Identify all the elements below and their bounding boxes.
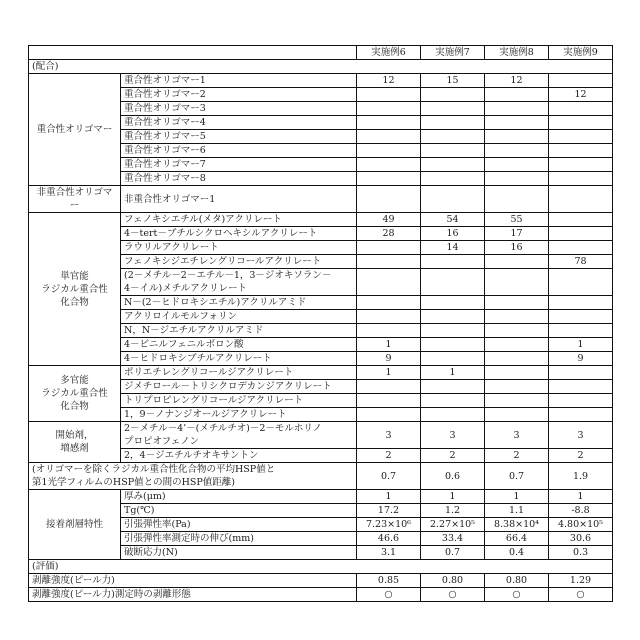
row-label: 1，9－ノナンジオールジアクリレート xyxy=(121,408,357,422)
group-label: 開始剤， 増感剤 xyxy=(29,422,121,463)
row-label: ジメチロール－トリシクロデカンジアクリレート xyxy=(121,380,357,394)
value-cell xyxy=(549,296,613,310)
row-label: 重合性オリゴマー1 xyxy=(121,74,357,88)
value-cell xyxy=(549,324,613,338)
value-cell xyxy=(421,310,485,324)
value-cell: 0.6 xyxy=(421,463,485,490)
row-label: ラウリルアクリレート xyxy=(121,241,357,255)
value-cell xyxy=(485,366,549,380)
value-cell: 1 xyxy=(357,338,421,352)
section-banner: (評価) xyxy=(29,560,613,574)
value-cell: 12 xyxy=(357,74,421,88)
value-cell xyxy=(421,144,485,158)
value-cell: 28 xyxy=(357,227,421,241)
value-cell xyxy=(357,88,421,102)
value-cell: 3 xyxy=(357,422,421,449)
wide-row xyxy=(29,574,613,588)
value-cell xyxy=(421,102,485,116)
value-cell xyxy=(357,241,421,255)
value-cell: 2 xyxy=(357,449,421,463)
table-row xyxy=(29,422,613,449)
value-cell xyxy=(357,116,421,130)
value-cell xyxy=(421,352,485,366)
row-label: 重合性オリゴマー6 xyxy=(121,144,357,158)
value-cell: 1 xyxy=(549,490,613,504)
value-cell: 9 xyxy=(549,352,613,366)
value-cell xyxy=(421,296,485,310)
column-header: 実施例9 xyxy=(549,46,613,60)
value-cell xyxy=(357,144,421,158)
row-label: 重合性オリゴマー7 xyxy=(121,158,357,172)
value-cell xyxy=(485,144,549,158)
value-cell: 1.1 xyxy=(485,504,549,518)
table-row xyxy=(29,366,613,380)
row-label: Tg(℃) xyxy=(121,504,357,518)
value-cell: ○ xyxy=(549,588,613,602)
value-cell xyxy=(485,408,549,422)
value-cell: 16 xyxy=(421,227,485,241)
value-cell xyxy=(485,172,549,186)
value-cell: ○ xyxy=(485,588,549,602)
row-label: N－(2－ヒドロキシエチル)アクリルアミド xyxy=(121,296,357,310)
value-cell: 15 xyxy=(421,74,485,88)
row-label: 4－ビニルフェニルボロン酸 xyxy=(121,338,357,352)
value-cell xyxy=(549,380,613,394)
table-row xyxy=(29,213,613,227)
row-label: アクリロイルモルフォリン xyxy=(121,310,357,324)
value-cell: 12 xyxy=(549,88,613,102)
banner-row xyxy=(29,560,613,574)
value-cell xyxy=(485,269,549,296)
value-cell xyxy=(357,380,421,394)
row-label: ポリエチレングリコールジアクリレート xyxy=(121,366,357,380)
value-cell xyxy=(549,116,613,130)
group-label: 重合性オリゴマー xyxy=(29,74,121,186)
row-label: 厚み(μm) xyxy=(121,490,357,504)
row-label: 引張弾性率測定時の伸び(mm) xyxy=(121,532,357,546)
value-cell xyxy=(357,158,421,172)
row-label-wide: 剥離強度(ピール力)測定時の剥離形態 xyxy=(29,588,357,602)
table-row xyxy=(29,74,613,88)
value-cell: 1 xyxy=(421,490,485,504)
value-cell: 0.7 xyxy=(357,463,421,490)
value-cell: 78 xyxy=(549,255,613,269)
row-label: 重合性オリゴマー8 xyxy=(121,172,357,186)
value-cell xyxy=(421,158,485,172)
value-cell xyxy=(357,186,421,213)
value-cell: 54 xyxy=(421,213,485,227)
value-cell xyxy=(485,394,549,408)
value-cell: ○ xyxy=(357,588,421,602)
value-cell xyxy=(485,102,549,116)
value-cell xyxy=(485,186,549,213)
value-cell: ○ xyxy=(421,588,485,602)
value-cell xyxy=(485,338,549,352)
value-cell xyxy=(549,144,613,158)
column-header: 実施例7 xyxy=(421,46,485,60)
value-cell xyxy=(485,324,549,338)
value-cell xyxy=(357,310,421,324)
value-cell: 33.4 xyxy=(421,532,485,546)
value-cell: 8.38×10⁴ xyxy=(485,518,549,532)
value-cell xyxy=(485,380,549,394)
value-cell xyxy=(421,116,485,130)
value-cell: 9 xyxy=(357,352,421,366)
value-cell: 1.9 xyxy=(549,463,613,490)
value-cell xyxy=(485,130,549,144)
value-cell: 14 xyxy=(421,241,485,255)
value-cell: 46.6 xyxy=(357,532,421,546)
value-cell: 1 xyxy=(357,366,421,380)
value-cell xyxy=(549,172,613,186)
wide-row xyxy=(29,588,613,602)
group-label: 単官能 ラジカル重合性 化合物 xyxy=(29,213,121,366)
value-cell xyxy=(549,74,613,88)
value-cell: 1.2 xyxy=(421,504,485,518)
row-label: 2，4－ジエチルチオキサントン xyxy=(121,449,357,463)
row-label: 非重合性オリゴマー1 xyxy=(121,186,357,213)
value-cell xyxy=(485,255,549,269)
row-label: 重合性オリゴマー5 xyxy=(121,130,357,144)
row-label-wide: 剥離強度(ピール力) xyxy=(29,574,357,588)
value-cell: 3.1 xyxy=(357,546,421,560)
column-header: 実施例6 xyxy=(357,46,421,60)
value-cell: 0.4 xyxy=(485,546,549,560)
value-cell: 7.23×10⁶ xyxy=(357,518,421,532)
value-cell: 30.6 xyxy=(549,532,613,546)
table-row xyxy=(29,186,613,213)
column-header: 実施例8 xyxy=(485,46,549,60)
section-banner: (配合) xyxy=(29,60,613,74)
value-cell xyxy=(357,269,421,296)
row-label: 2－メチル－4’－(メチルチオ)－2－モルホリノ プロピオフェノン xyxy=(121,422,357,449)
banner-row xyxy=(29,60,613,74)
header-row xyxy=(29,46,613,60)
row-label: トリプロピレングリコールジアクリレート xyxy=(121,394,357,408)
value-cell xyxy=(357,408,421,422)
value-cell xyxy=(357,255,421,269)
value-cell: 1.29 xyxy=(549,574,613,588)
value-cell: 66.4 xyxy=(485,532,549,546)
value-cell xyxy=(357,324,421,338)
value-cell xyxy=(485,158,549,172)
row-label: フェノキシジエチレングリコールアクリレート xyxy=(121,255,357,269)
value-cell xyxy=(485,296,549,310)
value-cell: 1 xyxy=(421,366,485,380)
value-cell xyxy=(549,158,613,172)
patent-table-body xyxy=(29,46,613,602)
value-cell xyxy=(485,310,549,324)
value-cell xyxy=(549,241,613,255)
row-label: フェノキシエチル(メタ)アクリレート xyxy=(121,213,357,227)
value-cell xyxy=(421,130,485,144)
value-cell: 1 xyxy=(357,490,421,504)
value-cell: 1 xyxy=(549,338,613,352)
value-cell: 49 xyxy=(357,213,421,227)
value-cell xyxy=(421,380,485,394)
row-label: 4－tert－ブチルシクロヘキシルアクリレート xyxy=(121,227,357,241)
row-label-wide: (オリゴマーを除くラジカル重合性化合物の平均HSP値と 第1光学フィルムのHSP値との間のHSP値距離) xyxy=(29,463,357,490)
row-label: 重合性オリゴマー3 xyxy=(121,102,357,116)
value-cell xyxy=(357,172,421,186)
value-cell: -8.8 xyxy=(549,504,613,518)
value-cell: 0.7 xyxy=(421,546,485,560)
value-cell xyxy=(549,130,613,144)
value-cell xyxy=(549,310,613,324)
value-cell: 2 xyxy=(549,449,613,463)
value-cell: 3 xyxy=(549,422,613,449)
value-cell xyxy=(421,88,485,102)
corner-cell xyxy=(29,46,357,60)
value-cell xyxy=(421,394,485,408)
value-cell xyxy=(485,88,549,102)
table-row xyxy=(29,490,613,504)
value-cell: 2 xyxy=(421,449,485,463)
value-cell xyxy=(549,213,613,227)
value-cell xyxy=(421,324,485,338)
value-cell xyxy=(549,186,613,213)
value-cell xyxy=(549,102,613,116)
row-label: 重合性オリゴマー4 xyxy=(121,116,357,130)
value-cell xyxy=(421,338,485,352)
row-label: N，N－ジエチルアクリルアミド xyxy=(121,324,357,338)
value-cell: 0.80 xyxy=(485,574,549,588)
value-cell: 4.80×10⁵ xyxy=(549,518,613,532)
row-label: 破断応力(N) xyxy=(121,546,357,560)
value-cell: 55 xyxy=(485,213,549,227)
row-label: 引張弾性率(Pa) xyxy=(121,518,357,532)
patent-table xyxy=(28,45,613,602)
value-cell xyxy=(421,269,485,296)
value-cell xyxy=(549,366,613,380)
value-cell xyxy=(421,255,485,269)
value-cell xyxy=(549,269,613,296)
value-cell: 17 xyxy=(485,227,549,241)
value-cell: 0.3 xyxy=(549,546,613,560)
value-cell xyxy=(485,116,549,130)
value-cell xyxy=(421,408,485,422)
wide-row xyxy=(29,463,613,490)
value-cell: 2 xyxy=(485,449,549,463)
value-cell: 12 xyxy=(485,74,549,88)
value-cell: 0.85 xyxy=(357,574,421,588)
value-cell xyxy=(421,186,485,213)
value-cell xyxy=(357,394,421,408)
value-cell: 1 xyxy=(485,490,549,504)
group-label: 非重合性オリゴマー xyxy=(29,186,121,213)
value-cell xyxy=(421,172,485,186)
row-label: 4－ヒドロキシブチルアクリレート xyxy=(121,352,357,366)
group-label: 多官能 ラジカル重合性 化合物 xyxy=(29,366,121,422)
value-cell xyxy=(357,130,421,144)
value-cell: 16 xyxy=(485,241,549,255)
value-cell xyxy=(549,227,613,241)
value-cell xyxy=(549,408,613,422)
value-cell xyxy=(549,394,613,408)
row-label: 重合性オリゴマー2 xyxy=(121,88,357,102)
row-label: (2－メチル－2－エチル－1，3－ジオキソラン－ 4－イル)メチルアクリレート xyxy=(121,269,357,296)
value-cell: 17.2 xyxy=(357,504,421,518)
value-cell: 0.7 xyxy=(485,463,549,490)
group-label: 接着剤層特性 xyxy=(29,490,121,560)
value-cell xyxy=(485,352,549,366)
value-cell xyxy=(357,102,421,116)
value-cell: 2.27×10⁵ xyxy=(421,518,485,532)
value-cell: 0.80 xyxy=(421,574,485,588)
value-cell: 3 xyxy=(485,422,549,449)
value-cell xyxy=(357,296,421,310)
value-cell: 3 xyxy=(421,422,485,449)
